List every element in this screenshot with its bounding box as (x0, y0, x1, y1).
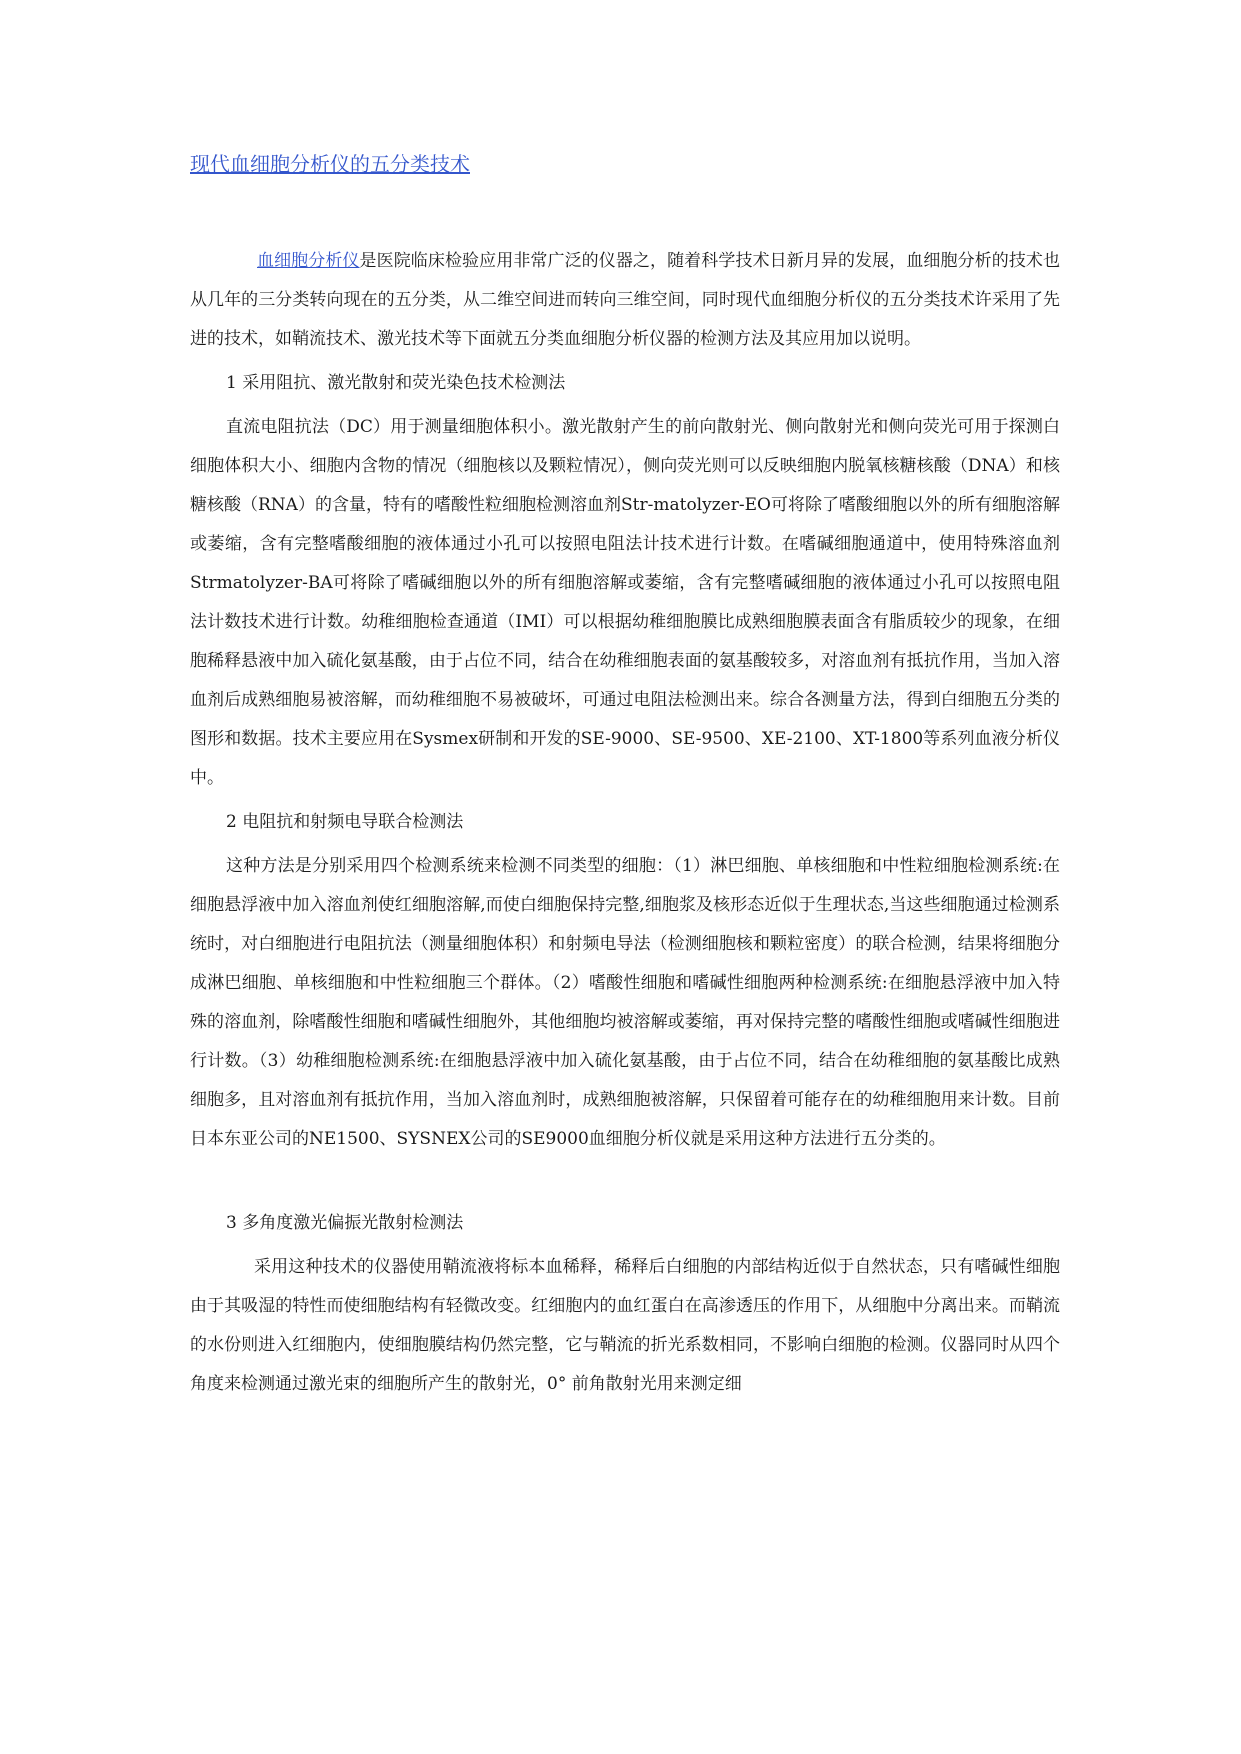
section-1-heading: 1 采用阻抗、激光散射和荧光染色技术检测法 (226, 373, 566, 393)
section-1-body: 直流电阻抗法（DC）用于测量细胞体积小。激光散射产生的前向散射光、侧向散射光和侧向荧光可用于探测白细胞体积大小、细胞内含物的情况（细胞核以及颗粒情况），侧向荧光则可以反映细胞内脱氧核糖核酸（DNA）和核糖核酸（RNA）的含量，特有的嗜酸性粒细胞检测溶血剂Str-matolyzer-EO可将除了嗜酸细胞以外的所有细胞溶解或萎缩，含有完整嗜酸细胞的液体通过小孔可以按照电阻法计技术进行计数。在嗜碱细胞通道中，使用特殊溶血剂Strmatolyzer-BA可将除了嗜碱细胞以外的所有细胞溶解或萎缩，含有完整嗜碱细胞的液体通过小孔可以按照电阻法计数技术进行计数。幼稚细胞检查通道（IMI）可以根据幼稚细胞膜比成熟细胞膜表面含有脂质较少的现象，在细胞稀释悬液中加入硫化氨基酸，由于占位不同，结合在幼稚细胞表面的氨基酸较多，对溶血剂有抵抗作用，当加入溶血剂后成熟细胞易被溶解，而幼稚细胞不易被破坏，可通过电阻法检测出来。综合各测量方法，得到白细胞五分类的图形和数据。技术主要应用在Sysmex研制和开发的SE-9000、SE-9500、XE-2100、XT-1800等系列血液分析仪中。 (190, 417, 1060, 788)
section-3-heading: 3 多角度激光偏振光散射检测法 (226, 1213, 464, 1233)
section-spacer (190, 1164, 1060, 1204)
document-title-link[interactable]: 现代血细胞分析仪的五分类技术 (190, 152, 470, 176)
document-content (190, 150, 1060, 1409)
intro-paragraph (190, 242, 1060, 359)
analyzer-link[interactable]: 血细胞分析仪 (257, 251, 360, 271)
section-3-body: 采用这种技术的仪器使用鞘流液将标本血稀释，稀释后白细胞的内部结构近似于自然状态，只有嗜碱性细胞由于其吸湿的特性而使细胞结构有轻微改变。红细胞内的血红蛋白在高渗透压的作用下，从细胞中分离出来。而鞘流的水份则进入红细胞内，使细胞膜结构仍然完整，它与鞘流的折光系数相同，不影响白细胞的检测。仪器同时从四个角度来检测通过激光束的细胞所产生的散射光，0° 前角散射光用来测定细 (190, 1257, 1060, 1394)
intro-text: 是医院临床检验应用非常广泛的仪器之，随着科学技术日新月异的发展，血细胞分析的技术也从几年的三分类转向现在的五分类，从二维空间进而转向三维空间，同时现代血细胞分析仪的五分类技术许采用了先进的技术，如鞘流技术、激光技术等下面就五分类血细胞分析仪器的检测方法及其应用加以说明。 (190, 251, 1061, 349)
section-2-body: 这种方法是分别采用四个检测系统来检测不同类型的细胞：（1）淋巴细胞、单核细胞和中性粒细胞检测系统:在细胞悬浮液中加入溶血剂使红细胞溶解,而使白细胞保持完整,细胞浆及核形态近似于生理状态,当这些细胞通过检测系统时，对白细胞进行电阻抗法（测量细胞体积）和射频电导法（检测细胞核和颗粒密度）的联合检测，结果将细胞分成淋巴细胞、单核细胞和中性粒细胞三个群体。（2）嗜酸性细胞和嗜碱性细胞两种检测系统:在细胞悬浮液中加入特殊的溶血剂，除嗜酸性细胞和嗜碱性细胞外，其他细胞均被溶解或萎缩，再对保持完整的嗜酸性细胞或嗜碱性细胞进行计数。（3）幼稚细胞检测系统:在细胞悬浮液中加入硫化氨基酸，由于占位不同，结合在幼稚细胞的氨基酸比成熟细胞多，且对溶血剂有抵抗作用，当加入溶血剂时，成熟细胞被溶解，只保留着可能存在的幼稚细胞用来计数。目前日本东亚公司的NE1500、SYSNEX公司的SE9000血细胞分析仪就是采用这种方法进行五分类的。 (190, 856, 1060, 1149)
section-2-heading: 2 电阻抗和射频电导联合检测法 (226, 812, 464, 832)
